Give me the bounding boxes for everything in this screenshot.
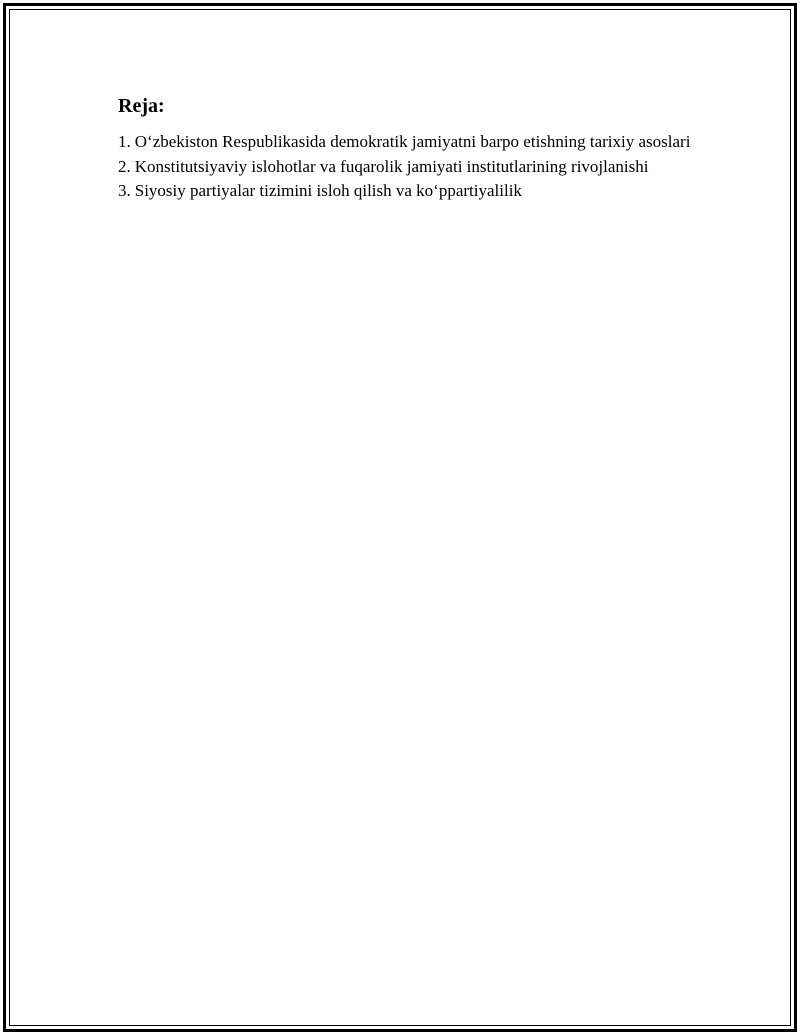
- plan-list: [118, 130, 698, 204]
- plan-heading: Reja:: [118, 95, 165, 117]
- plan-item-number: 3.: [118, 181, 131, 200]
- plan-item-number: 2.: [118, 156, 131, 176]
- plan-item-text: Konstitutsiyaviy islohotlar va fuqarolik jamiyati institutlarining rivojlanishi: [134, 156, 649, 176]
- plan-item-number: 1.: [118, 132, 131, 151]
- document-body: [118, 92, 698, 204]
- plan-item: [118, 155, 698, 180]
- plan-item: [118, 130, 698, 155]
- plan-item: [118, 179, 698, 204]
- plan-item-text: Siyosiy partiyalar tizimini isloh qilish va ko‘ppartiyalilik: [134, 181, 522, 200]
- plan-item-text: O‘zbekiston Respublikasida demokratik jamiyatni barpo etishning tarixiy asoslari: [134, 132, 691, 151]
